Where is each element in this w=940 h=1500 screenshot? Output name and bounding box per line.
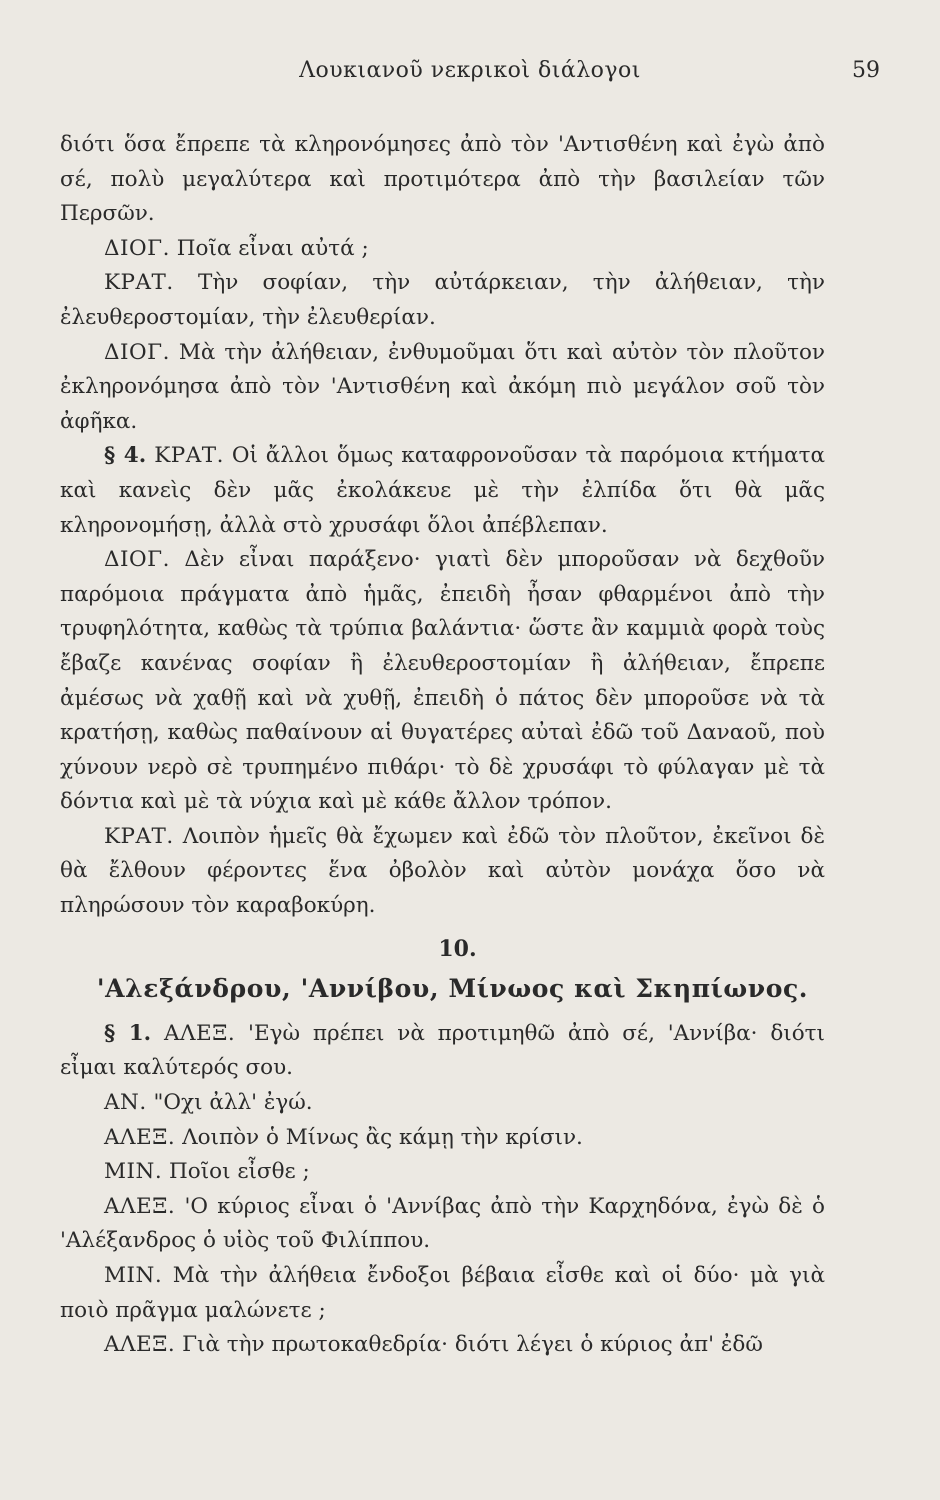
dialogue-line xyxy=(60,232,825,267)
section-marker: § 1. xyxy=(104,1020,152,1046)
line-text: Μὰ τὴν ἀλήθειαν, ἐνθυμοῦμαι ὅτι καὶ αὐτὸν τὸν πλοῦτον ἐκληρονόμησα ἀπὸ τὸν 'Αντισθένη καὶ ἀκόμη πιὸ μεγάλον σοῦ τὸν ἀφῆκα. xyxy=(60,339,825,434)
dialogue-line xyxy=(60,1328,825,1363)
line-text: Οἱ ἄλλοι ὅμως καταφρονοῦσαν τὰ παρόμοια κτήματα καὶ κανεὶς δὲν μᾶς ἐκολάκευε μὲ τὴν ἐλπίδα ὅτι θὰ μᾶς κληρονομήσῃ, ἀλλὰ στὸ χρυσάφι ὅλοι ἀπέβλεπαν. xyxy=(60,443,825,538)
line-text: Λοιπὸν ἡμεῖς θὰ ἔχωμεν καὶ ἐδῶ τὸν πλοῦτον, ἐκεῖνοι δὲ θὰ ἔλθουν φέροντες ἕνα ὀβολὸν καὶ αὐτὸν μονάχα ὅσο νὰ πληρώσουν τὸν καραβοκύρη. xyxy=(60,823,825,919)
speaker-label: ΑΝ. xyxy=(104,1090,147,1116)
line-text: 'Ο κύριος εἶναι ὁ 'Αννίβας ἀπὸ τὴν Καρχηδόνα, ἐγὼ δὲ ὁ 'Αλέξανδρος ὁ υἱὸς τοῦ Φιλίππου. xyxy=(60,1193,825,1254)
dialogue-line xyxy=(60,543,825,820)
speaker-label: ΔΙΟΓ. xyxy=(104,547,170,573)
line-text: Ποῖοι εἶσθε ; xyxy=(169,1159,310,1185)
dialogue-line xyxy=(60,1155,825,1190)
line-text: Γιὰ τὴν πρωτοκαθεδρία· διότι λέγει ὁ κύριος ἀπ' ἐδῶ xyxy=(182,1332,763,1358)
speaker-label: ΑΛΕΞ. xyxy=(104,1124,176,1150)
line-text: Δὲν εἶναι παράξενο· γιατὶ δὲν μποροῦσαν νὰ δεχθοῦν παρόμοια πράγματα ἀπὸ ἡμᾶς, ἐπειδὴ ἦσαν φθαρμένοι ἀπὸ τὴν τρυφηλότητα, καθὼς τὰ τρύπια βαλάντια· ὥστε ἂν καμμιὰ φορὰ τοὺς ἔβαζε κανένας σοφίαν ἢ ἐλευθεροστομίαν ἢ ἀλήθειαν, ἔπρεπε ἀμέσως νὰ χαθῇ καὶ νὰ χυθῇ, ἐπειδὴ ὁ πάτος δὲν μποροῦσε νὰ τὰ κρατήσῃ, καθὼς παθαίνουν αἱ θυγατέρες αὐταὶ ἐδῶ τοῦ Δαναοῦ, ποὺ χύνουν νερὸ σὲ τρυπημένο πιθάρι· τὸ δὲ χρυσάφι τὸ φύλαγαν μὲ τὰ δόντια καὶ μὲ τὰ νύχια καὶ μὲ κάθε ἄλλον τρόπον. xyxy=(60,547,825,815)
speaker-label: ΑΛΕΞ. xyxy=(104,1332,176,1358)
page-body xyxy=(60,128,825,1363)
dialogue-line xyxy=(60,1017,825,1086)
speaker-label: ΔΙΟΓ. xyxy=(104,339,170,365)
speaker-label: ΔΙΟΓ. xyxy=(104,235,170,261)
speaker-label: ΜΙΝ. xyxy=(104,1263,163,1288)
line-text: Λοιπὸν ὁ Μίνως ἂς κάμῃ τὴν κρίσιν. xyxy=(182,1124,583,1150)
dialogue-line xyxy=(60,439,825,543)
speaker-label: ΚΡΑΤ. xyxy=(104,270,174,296)
speaker-label: ΑΛΕΞ. xyxy=(104,1193,176,1219)
section-marker: § 4. xyxy=(104,443,147,469)
speaker-label: ΜΙΝ. xyxy=(104,1159,163,1185)
speaker-label: ΚΡΑΤ. xyxy=(104,823,174,849)
chapter-number: 10. xyxy=(438,935,477,962)
dialogue-line xyxy=(60,820,825,924)
line-text: 'Εγὼ πρέπει νὰ προτιμηθῶ ἀπὸ σέ, 'Αννίβα· διότι εἶμαι καλύτερός σου. xyxy=(60,1020,825,1081)
page-number: 59 xyxy=(852,58,880,83)
speaker-label: ΚΡΑΤ. xyxy=(154,443,224,469)
line-text: Ποῖα εἶναι αὐτά ; xyxy=(176,235,369,261)
running-title: Λουκιανοῦ νεκρικοὶ διάλογοι xyxy=(299,58,641,83)
line-text: Μὰ τὴν ἀλήθεια ἔνδοξοι βέβαια εἶσθε καὶ οἱ δύο· μὰ γιὰ ποιὸ πρᾶγμα μαλώνετε ; xyxy=(60,1263,825,1323)
line-text: "Οχι ἀλλ' ἐγώ. xyxy=(153,1090,313,1116)
paragraph xyxy=(60,128,825,232)
dialogue-line xyxy=(60,1190,825,1259)
dialogue-line xyxy=(60,1259,825,1328)
line-text: Τὴν σοφίαν, τὴν αὐτάρκειαν, τὴν ἀλήθειαν, τὴν ἐλευθεροστομίαν, τὴν ἐλευθερίαν. xyxy=(60,270,825,330)
page-header xyxy=(60,58,880,92)
dialogue-line xyxy=(60,1086,825,1121)
dialogue-line xyxy=(60,266,825,335)
chapter-title: 'Αλεξάνδρου, 'Αννίβου, Μίνωος καὶ Σκηπίωνος. xyxy=(96,974,809,1004)
paragraph-text: διότι ὅσα ἔπρεπε τὰ κληρονόμησες ἀπὸ τὸν 'Αντισθένη καὶ ἐγὼ ἀπὸ σέ, πολὺ μεγαλύτερα καὶ προτιμότερα ἀπὸ τὴν βασιλείαν τῶν Περσῶν. xyxy=(60,132,825,227)
dialogue-line xyxy=(60,336,825,440)
speaker-label: ΑΛΕΞ. xyxy=(163,1020,236,1046)
dialogue-line xyxy=(60,1121,825,1156)
